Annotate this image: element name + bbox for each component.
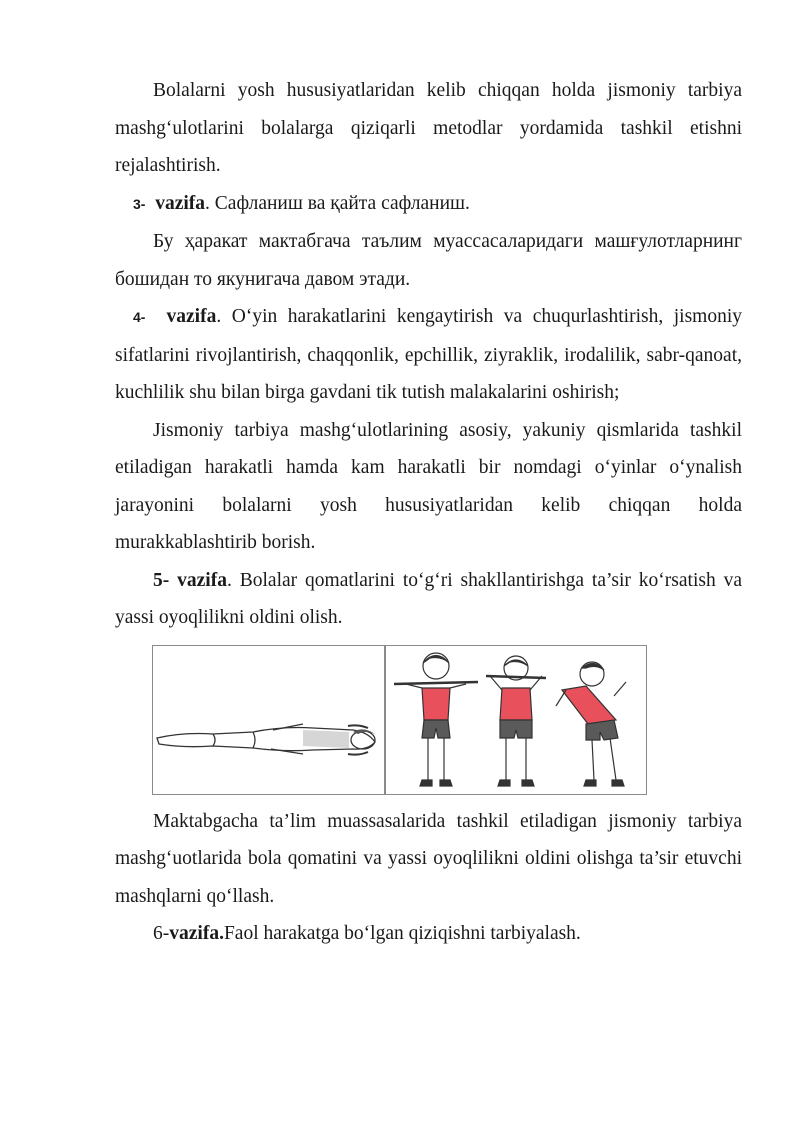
standing-children-image bbox=[385, 645, 647, 795]
task-4-number: 4- bbox=[133, 309, 146, 325]
paragraph-games: Jismoniy tarbiya mashg‘ulotlarining asosiy, yakuniy qismlarida tashkil etiladigan harakatli hamda kam harakatli bir nomdagi o‘yinlar o‘ynalish jarayonini bolalarni yosh hususiyatlaridan kelib chiqqan holda murakkablashtirib borish. bbox=[115, 419, 742, 553]
task-6-paragraph bbox=[115, 915, 742, 953]
task-6-label: vazifa. bbox=[169, 923, 224, 944]
lying-child-drawing bbox=[153, 646, 384, 794]
task-5-text: . Bolalar qomatlarini to‘g‘ri shakllantirishga ta’sir ko‘rsatish va yassi oyoqlilikni oldini olish. bbox=[115, 569, 742, 628]
task-6-number: 6- bbox=[153, 923, 170, 944]
lying-child-image bbox=[152, 645, 385, 795]
stretching-children-drawing bbox=[386, 646, 646, 794]
task-3-label: vazifa bbox=[155, 192, 206, 214]
paragraph-formation: Бу ҳаракат мактабгача таълим муассасаларидаги машғулотларнинг бошидан то якунигача давом этади. bbox=[115, 231, 742, 290]
document-page bbox=[115, 72, 742, 953]
task-4-label: vazifa bbox=[166, 306, 217, 327]
task-3-heading bbox=[115, 185, 742, 224]
task-3-text: . Сафланиш ва қайта сафланиш. bbox=[205, 192, 470, 214]
task-5-label: 5- vazifa bbox=[153, 569, 227, 591]
paragraph-intro: Bolalarni yosh hususiyatlaridan kelib chiqqan holda jismoniy tarbiya mashg‘ulotlarini bolalarga qiziqarli metodlar yordamida tashkil etishni rejalashtirish. bbox=[115, 80, 742, 176]
task-3-number: 3- bbox=[133, 195, 146, 212]
task-4-paragraph bbox=[115, 298, 742, 412]
paragraph-exercises: Maktabgacha ta’lim muassasalarida tashkil etiladigan jismoniy tarbiya mashg‘uotlarida bola qomatini va yassi oyoqlilikni oldini olishga ta’sir etuvchi mashqlarni qo‘llash. bbox=[115, 810, 742, 907]
exercise-illustrations bbox=[115, 645, 742, 797]
task-5-paragraph bbox=[115, 562, 742, 637]
task-4-text: . O‘yin harakatlarini kengaytirish va chuqurlashtirish, jismoniy sifatlarini rivojlantirish, chaqqonlik, epchillik, ziyraklik, irodalilik, sabr-qanoat, kuchlilik shu bilan birga gavdani tik tutish malakalarini oshirish; bbox=[115, 306, 742, 403]
task-6-text: Faol harakatga bo‘lgan qiziqishni tarbiyalash. bbox=[223, 923, 581, 944]
